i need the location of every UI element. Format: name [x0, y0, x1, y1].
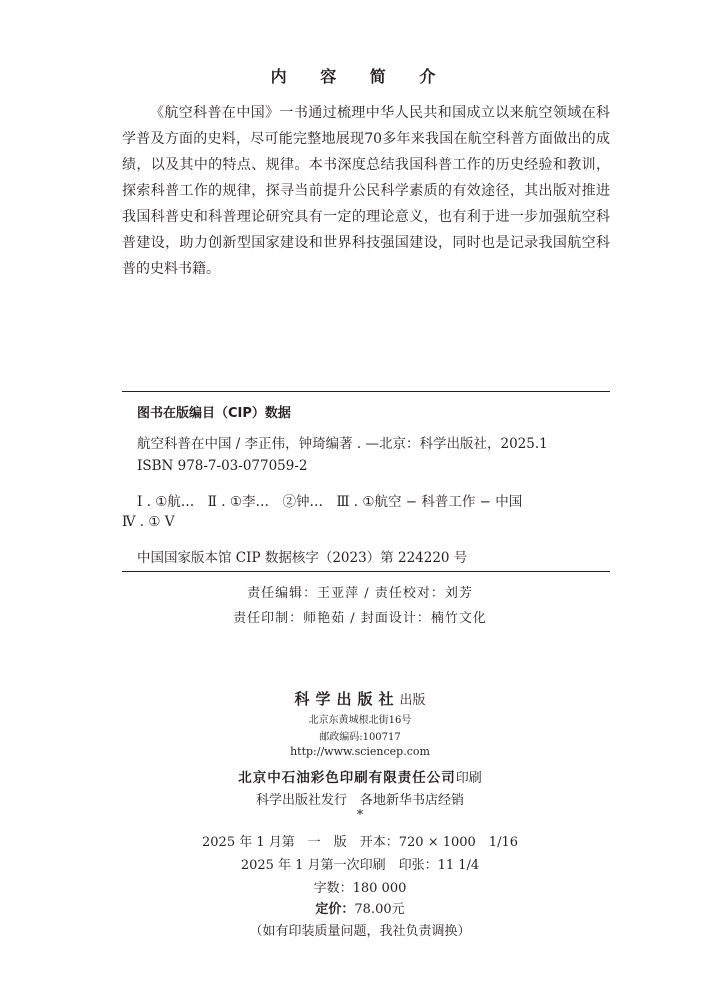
word-count: 字数：180 000 — [313, 881, 407, 896]
production-credits: 责任印制：师艳茹 / 封面设计：楠竹文化 — [233, 611, 487, 626]
website-url: http://www.sciencep.com — [290, 745, 430, 758]
printer-suffix: 印刷 — [455, 771, 482, 786]
publisher-address: 北京东黄城根北街16号 — [308, 715, 412, 726]
quality-notice: （如有印装质量问题，我社负责调换） — [249, 924, 471, 939]
cip-heading: 图书在版编目（CIP）数据 — [137, 406, 291, 421]
price-line — [0, 898, 720, 917]
cip-classification: Ⅰ . ①航… Ⅱ . ①李… ②钟… Ⅲ . ①航空 − 科普工作 − 中国 — [137, 494, 523, 510]
editor-credits: 责任编辑：王亚萍 / 责任校对：刘芳 — [247, 586, 473, 601]
cip-bottom-rule — [122, 571, 610, 572]
cip-title-line: 航空科普在中国 / 李正伟，钟琦编著 . —北京：科学出版社，2025.1 — [137, 436, 548, 452]
printer-name: 北京中石油彩色印刷有限责任公司 — [238, 770, 456, 786]
separator-star: * — [356, 808, 364, 823]
price-label: 定价： — [315, 902, 355, 917]
cip-top-rule — [122, 391, 610, 392]
edition-line: 2025 年 1 月第 一 版 开本：720 × 1000 1/16 — [202, 835, 518, 850]
distribution-line: 科学出版社发行 各地新华书店经销 — [255, 793, 464, 808]
publisher-name: 科学出版社 — [294, 690, 400, 708]
cip-classification-cont: Ⅳ . ① V — [122, 514, 175, 530]
intro-paragraph: 《航空科普在中国》一书通过梳理中华人民共和国成立以来航空领域在科学普及方面的史料，尽可能完整地展现70多年来我国在航空科普方面做出的成绩，以及其中的特点、规律。本书深度总结我国科普工作的历史经验和教训，探索科普工作的规律，探寻当前提升公民科学素质的有效途径，其出版对推进我国科普史和科普理论研究具有一定的理论意义，也有利于进一步加强航空科普建设，助力创新型国家建设和世界科技强国建设，同时也是记录我国航空科普的史料书籍。 — [122, 105, 610, 277]
printer-line — [0, 766, 720, 786]
page-title: 内 容 简 介 — [270, 67, 450, 86]
postcode: 邮政编码:100717 — [319, 732, 401, 743]
cip-isbn: ISBN 978-7-03-077059-2 — [137, 458, 308, 474]
price-value: 78.00元 — [354, 902, 405, 917]
cip-check-number: 中国国家版本馆 CIP 数据核字（2023）第 224220 号 — [137, 550, 468, 566]
publisher-suffix: 出版 — [399, 693, 426, 708]
publisher-line — [0, 688, 720, 709]
printing-line: 2025 年 1 月第一次印刷 印张：11 1/4 — [240, 858, 480, 873]
